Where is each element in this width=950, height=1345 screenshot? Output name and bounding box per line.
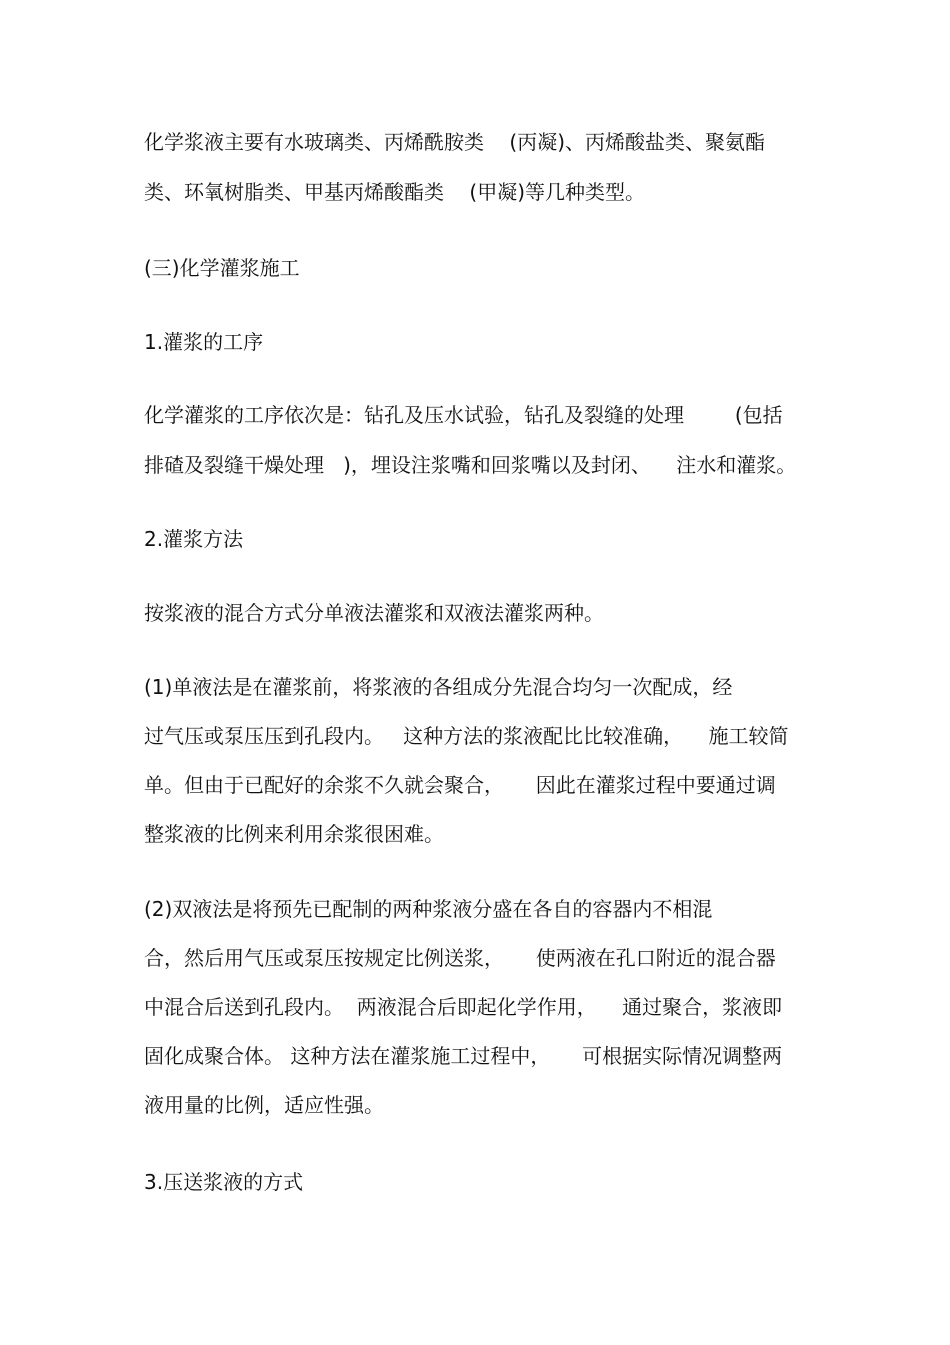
subsection-heading: 2.灌浆方法 — [144, 527, 244, 551]
paragraph-line: 化学浆液主要有水玻璃类、丙烯酰胺类 (丙凝)、丙烯酸盐类、聚氨酯 — [144, 130, 766, 154]
paragraph-line: (1)单液法是在灌浆前，将浆液的各组成分先混合均匀一次配成，经 — [144, 675, 733, 699]
paragraph-line: 单。但由于已配好的余浆不久就会聚合， 因此在灌浆过程中要通过调 — [144, 773, 776, 797]
paragraph-line: 排碴及裂缝干燥处理 )，埋设注浆嘴和回浆嘴以及封闭、 注水和灌浆。 — [144, 453, 797, 477]
paragraph-line: 过气压或泵压压到孔段内。 这种方法的浆液配比比较准确， 施工较简 — [144, 724, 789, 748]
paragraph-line: 固化成聚合体。 这种方法在灌浆施工过程中， 可根据实际情况调整两 — [144, 1044, 783, 1068]
paragraph-line: (2)双液法是将预先已配制的两种浆液分盛在各自的容器内不相混 — [144, 897, 713, 921]
paragraph-line: 类、环氧树脂类、甲基丙烯酸酯类 (甲凝)等几种类型。 — [144, 180, 646, 204]
paragraph-line: 合，然后用气压或泵压按规定比例送浆， 使两液在孔口附近的混合器 — [144, 946, 776, 970]
paragraph-line: 按浆液的混合方式分单液法灌浆和双液法灌浆两种。 — [144, 601, 604, 625]
paragraph-line: 液用量的比例，适应性强。 — [144, 1093, 384, 1117]
paragraph-line: 整浆液的比例来利用余浆很困难。 — [144, 822, 444, 846]
paragraph-line: 化学灌浆的工序依次是：钻孔及压水试验，钻孔及裂缝的处理 (包括 — [144, 403, 783, 427]
subsection-heading: 3.压送浆液的方式 — [144, 1170, 304, 1194]
section-heading: (三)化学灌浆施工 — [144, 256, 300, 280]
subsection-heading: 1.灌浆的工序 — [144, 330, 264, 354]
paragraph-line: 中混合后送到孔段内。 两液混合后即起化学作用， 通过聚合，浆液即 — [144, 995, 783, 1019]
